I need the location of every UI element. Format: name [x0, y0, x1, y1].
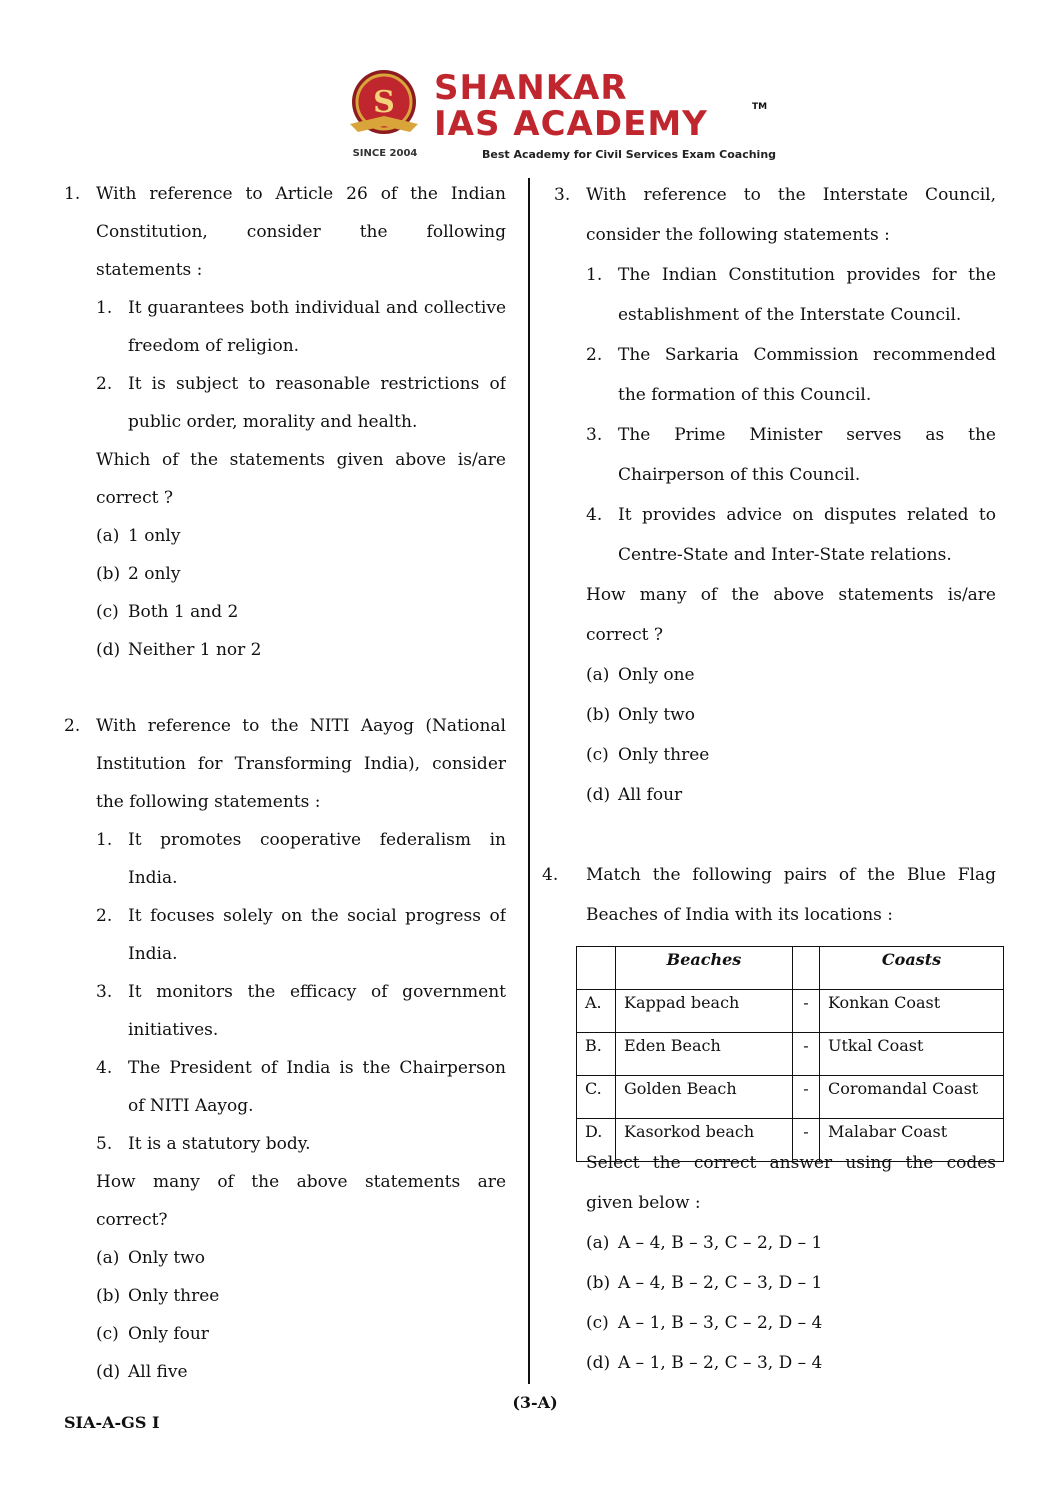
statement-number: 2. [96, 906, 113, 926]
option-text: Both 1 and 2 [128, 602, 239, 622]
question-4 [540, 856, 996, 936]
statement-number: 1. [96, 830, 113, 850]
statement-text: It is subject to reasonable restrictions of [128, 374, 506, 394]
beach-name: Kasorkod beach [616, 1119, 793, 1162]
statement-text: It promotes cooperative federalism in [128, 830, 506, 850]
option-b[interactable] [540, 696, 996, 736]
column-header-coasts: Coasts [820, 947, 1004, 990]
brand-name-line1: SHANKAR [434, 68, 628, 108]
option-label: (d) [96, 640, 121, 660]
option-text: Only three [618, 745, 710, 765]
statement-text: The President of India is the Chairperson [128, 1058, 506, 1078]
logo-letter: S [373, 85, 395, 120]
question-stem: With reference to Article 26 of the Indian [96, 184, 506, 204]
right-column [540, 176, 996, 936]
option-label: (b) [586, 1273, 611, 1293]
option-label: (a) [586, 1233, 610, 1253]
statement-text: The Prime Minister serves as the [618, 425, 996, 445]
question-stem: With reference to the NITI Aayog (National [96, 716, 506, 736]
option-b[interactable] [540, 1264, 996, 1304]
option-label: (c) [586, 745, 609, 765]
question-ask: How many of the above statements are [96, 1172, 506, 1192]
statement-text: initiatives. [128, 1020, 219, 1040]
statement-text: of NITI Aayog. [128, 1096, 254, 1116]
option-a[interactable] [540, 1224, 996, 1264]
option-text: Neither 1 nor 2 [128, 640, 262, 660]
statement-text: It monitors the efficacy of government [128, 982, 506, 1002]
statement-number: 2. [96, 374, 113, 394]
option-c[interactable] [540, 1304, 996, 1344]
academy-emblem-icon [344, 66, 424, 146]
statement-number: 5. [96, 1134, 113, 1154]
option-a[interactable] [60, 1240, 506, 1278]
row-key: B. [577, 1033, 616, 1076]
paper-code: SIA-A-GS I [64, 1413, 160, 1432]
question-number: 2. [64, 716, 81, 736]
beach-name: Eden Beach [616, 1033, 793, 1076]
option-label: (a) [96, 1248, 120, 1268]
option-text: A – 4, B – 3, C – 2, D – 1 [618, 1233, 823, 1253]
option-label: (d) [586, 1353, 611, 1373]
option-text: 1 only [128, 526, 181, 546]
row-key: C. [577, 1076, 616, 1119]
statement-text: Chairperson of this Council. [618, 465, 861, 485]
statement-text: The Indian Constitution provides for the [618, 265, 996, 285]
option-b[interactable] [60, 556, 506, 594]
table-row [577, 1076, 1004, 1119]
statement-number: 4. [586, 505, 603, 525]
question-ask: correct ? [586, 625, 663, 645]
option-text: All four [618, 785, 683, 805]
option-label: (b) [96, 564, 121, 584]
coast-name: Konkan Coast [820, 990, 1004, 1033]
tagline: Best Academy for Civil Services Exam Coaching [482, 148, 777, 161]
option-label: (c) [96, 602, 119, 622]
statement-number: 1. [586, 265, 603, 285]
option-text: Only three [128, 1286, 220, 1306]
coast-name: Coromandal Coast [820, 1076, 1004, 1119]
question-stem: Institution for Transforming India), consider [96, 754, 506, 774]
table-row [577, 1033, 1004, 1076]
option-label: (d) [586, 785, 611, 805]
page-number: (3-A) [512, 1393, 558, 1412]
option-label: (a) [96, 526, 120, 546]
question-number: 3. [554, 185, 571, 205]
question-stem: Match the following pairs of the Blue Flag [586, 865, 996, 885]
statement-number: 3. [586, 425, 603, 445]
option-text: Only one [618, 665, 695, 685]
beach-name: Golden Beach [616, 1076, 793, 1119]
option-label: (b) [96, 1286, 121, 1306]
question-4-answers [540, 1144, 996, 1384]
option-text: A – 1, B – 3, C – 2, D – 4 [618, 1313, 823, 1333]
table-spacer [793, 947, 820, 990]
question-stem: With reference to the Interstate Council, [586, 185, 996, 205]
coast-name: Utkal Coast [820, 1033, 1004, 1076]
question-stem: statements : [96, 260, 203, 280]
option-c[interactable] [60, 594, 506, 632]
option-label: (c) [96, 1324, 119, 1344]
question-ask: given below : [586, 1193, 701, 1213]
statement-text: Centre-State and Inter-State relations. [618, 545, 952, 565]
statement-text: The Sarkaria Commission recommended [618, 345, 996, 365]
question-number: 1. [64, 184, 81, 204]
question-2 [60, 708, 506, 1392]
statement-text: public order, morality and health. [128, 412, 418, 432]
option-c[interactable] [540, 736, 996, 776]
trademark-mark: TM [752, 102, 768, 112]
option-label: (c) [586, 1313, 609, 1333]
option-text: All five [128, 1362, 188, 1382]
coast-name: Malabar Coast [820, 1119, 1004, 1162]
option-d[interactable] [540, 776, 996, 816]
option-a[interactable] [540, 656, 996, 696]
option-d[interactable] [60, 1354, 506, 1392]
question-ask: correct ? [96, 488, 173, 508]
option-text: Only two [618, 705, 695, 725]
option-a[interactable] [60, 518, 506, 556]
row-dash: - [793, 990, 820, 1033]
column-header-beaches: Beaches [616, 947, 793, 990]
question-stem: Constitution, consider the following [96, 222, 506, 242]
question-ask: Which of the statements given above is/are [96, 450, 506, 470]
option-text: Only four [128, 1324, 209, 1344]
brand-name-line2: IAS ACADEMY [434, 104, 708, 144]
option-label: (b) [586, 705, 611, 725]
question-stem: the following statements : [96, 792, 321, 812]
option-text: A – 1, B – 2, C – 3, D – 4 [618, 1353, 823, 1373]
beach-name: Kappad beach [616, 990, 793, 1033]
question-stem: Beaches of India with its locations : [586, 905, 894, 925]
option-label: (a) [586, 665, 610, 685]
statement-text: India. [128, 868, 178, 888]
option-text: Only two [128, 1248, 205, 1268]
statement-text: freedom of religion. [128, 336, 300, 356]
question-stem: consider the following statements : [586, 225, 890, 245]
row-dash: - [793, 1076, 820, 1119]
row-dash: - [793, 1033, 820, 1076]
statement-text: It guarantees both individual and collective [128, 298, 506, 318]
statement-text: establishment of the Interstate Council. [618, 305, 962, 325]
row-key: A. [577, 990, 616, 1033]
option-c[interactable] [60, 1316, 506, 1354]
header-logo [330, 62, 780, 162]
option-b[interactable] [60, 1278, 506, 1316]
matching-table [576, 946, 1004, 1162]
option-label: (d) [96, 1362, 121, 1382]
row-dash: - [793, 1119, 820, 1162]
question-3 [540, 176, 996, 816]
statement-text: India. [128, 944, 178, 964]
option-text: 2 only [128, 564, 181, 584]
statement-number: 2. [586, 345, 603, 365]
statement-text: It is a statutory body. [128, 1134, 311, 1154]
question-ask: correct? [96, 1210, 168, 1230]
statement-number: 3. [96, 982, 113, 1002]
option-d[interactable] [60, 632, 506, 670]
statement-number: 4. [96, 1058, 113, 1078]
statement-text: the formation of this Council. [618, 385, 872, 405]
statement-text: It provides advice on disputes related to [618, 505, 996, 525]
table-row [577, 990, 1004, 1033]
statement-text: It focuses solely on the social progress of [128, 906, 506, 926]
column-divider [528, 178, 530, 1384]
question-1 [60, 176, 506, 670]
question-ask: How many of the above statements is/are [586, 585, 996, 605]
option-text: A – 4, B – 2, C – 3, D – 1 [618, 1273, 823, 1293]
table-corner [577, 947, 616, 990]
left-column [60, 176, 506, 1392]
since-label: SINCE 2004 [352, 148, 418, 159]
row-key: D. [577, 1119, 616, 1162]
question-ask: Select the correct answer using the codes [586, 1153, 996, 1173]
statement-number: 1. [96, 298, 113, 318]
option-d[interactable] [540, 1344, 996, 1384]
question-number: 4. [542, 865, 559, 885]
